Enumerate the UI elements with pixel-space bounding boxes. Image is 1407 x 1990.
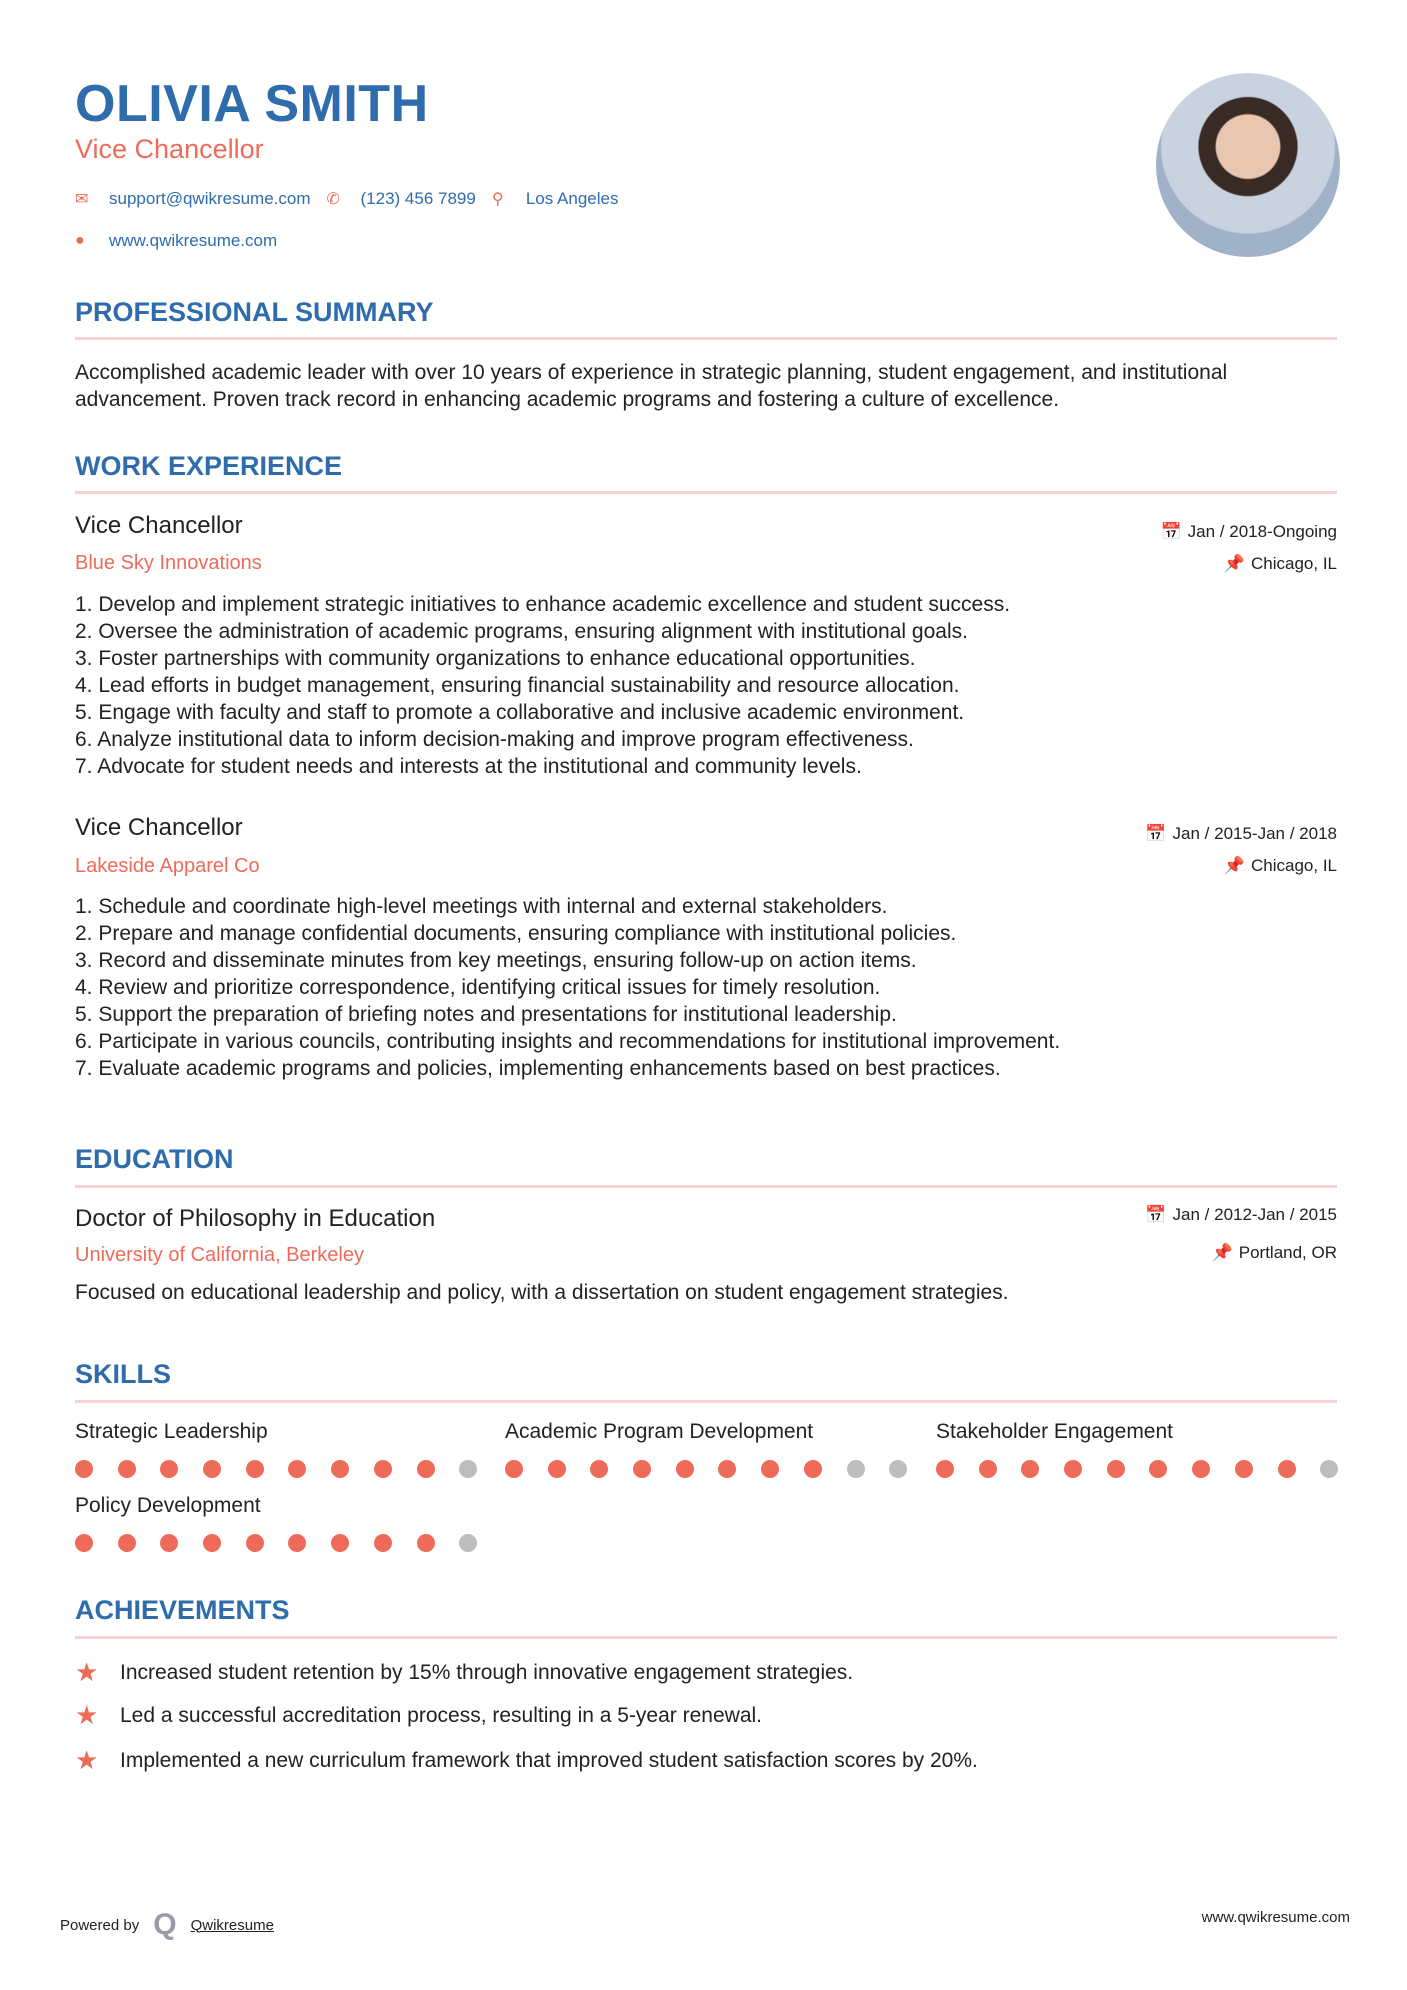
list-item: 6. Analyze institutional data to inform decision-making and improve program effectiveness. bbox=[75, 728, 914, 751]
globe-icon: ● bbox=[75, 232, 85, 249]
job-title: Vice Chancellor bbox=[75, 814, 243, 841]
calendar-icon: 📅 bbox=[1145, 1205, 1167, 1224]
rating-dot-filled bbox=[246, 1460, 264, 1478]
list-item: 7. Advocate for student needs and interests at the institutional and community levels. bbox=[75, 755, 862, 778]
rating-dot-filled bbox=[676, 1460, 694, 1478]
rating-dot-filled bbox=[288, 1460, 306, 1478]
list-item: 1. Schedule and coordinate high-level meetings with internal and external stakeholders. bbox=[75, 895, 888, 918]
education-dates: Jan / 2012-Jan / 2015 bbox=[1172, 1205, 1337, 1224]
job-dates: Jan / 2018-Ongoing bbox=[1187, 522, 1337, 541]
skill-name: Academic Program Development bbox=[505, 1420, 814, 1443]
summary-heading: PROFESSIONAL SUMMARY bbox=[75, 297, 434, 327]
location-text: Los Angeles bbox=[525, 189, 619, 208]
list-item: 6. Participate in various councils, contributing insights and recommendations for institutional improvement. bbox=[75, 1030, 1061, 1053]
rating-dot-filled bbox=[761, 1460, 779, 1478]
email-link[interactable]: support@qwikresume.com bbox=[109, 189, 311, 208]
rating-dot-filled bbox=[203, 1460, 221, 1478]
candidate-title: Vice Chancellor bbox=[75, 134, 264, 164]
achievement-item bbox=[75, 1745, 978, 1776]
achievements-heading: ACHIEVEMENTS bbox=[75, 1595, 290, 1625]
calendar-icon: 📅 bbox=[1160, 522, 1182, 541]
powered-by-label: Powered by bbox=[60, 1916, 140, 1934]
location-icon: ⚲ bbox=[491, 191, 504, 208]
rating-dot-filled bbox=[1064, 1460, 1082, 1478]
divider bbox=[75, 337, 1337, 340]
rating-dot-filled bbox=[331, 1460, 349, 1478]
skill-rating bbox=[75, 1460, 477, 1478]
rating-dot-filled bbox=[936, 1460, 954, 1478]
achievement-text: Implemented a new curriculum framework that improved student satisfaction scores by 20%. bbox=[120, 1748, 978, 1772]
job-location: Chicago, IL bbox=[1251, 554, 1337, 573]
phone-text: (123) 456 7899 bbox=[360, 189, 476, 208]
divider bbox=[75, 1636, 1337, 1639]
skill-name: Strategic Leadership bbox=[75, 1420, 268, 1443]
list-item: 4. Review and prioritize correspondence, identifying critical issues for timely resolution. bbox=[75, 976, 881, 999]
rating-dot-filled bbox=[246, 1534, 264, 1552]
email-icon: ✉ bbox=[75, 191, 89, 208]
rating-dot-filled bbox=[1192, 1460, 1210, 1478]
rating-dot-filled bbox=[1278, 1460, 1296, 1478]
skill-name: Stakeholder Engagement bbox=[936, 1420, 1173, 1443]
candidate-name: OLIVIA SMITH bbox=[75, 75, 429, 133]
rating-dot-filled bbox=[804, 1460, 822, 1478]
website-link[interactable]: www.qwikresume.com bbox=[109, 231, 278, 250]
rating-dot-empty bbox=[847, 1460, 865, 1478]
pin-icon: 📌 bbox=[1211, 1243, 1233, 1262]
job-dates: Jan / 2015-Jan / 2018 bbox=[1172, 824, 1337, 843]
skills-heading: SKILLS bbox=[75, 1359, 172, 1389]
rating-dot-empty bbox=[889, 1460, 907, 1478]
pin-icon: 📌 bbox=[1223, 554, 1245, 573]
skill-item bbox=[75, 1494, 477, 1552]
skill-item bbox=[505, 1420, 907, 1478]
education-description: Focused on educational leadership and policy, with a dissertation on student engagement strategies. bbox=[75, 1281, 1009, 1304]
rating-dot-filled bbox=[718, 1460, 736, 1478]
rating-dot-filled bbox=[374, 1534, 392, 1552]
company-name: Lakeside Apparel Co bbox=[75, 855, 260, 877]
list-item: 5. Support the preparation of briefing notes and presentations for institutional leadership. bbox=[75, 1003, 897, 1026]
rating-dot-filled bbox=[979, 1460, 997, 1478]
summary-text: Accomplished academic leader with over 10 years of experience in strategic planning, student engagement, and institutional advancement. Proven track record in enhancing academic programs and fostering a culture of excellence. bbox=[75, 361, 1228, 411]
degree: Doctor of Philosophy in Education bbox=[75, 1205, 436, 1232]
rating-dot-filled bbox=[75, 1534, 93, 1552]
rating-dot-filled bbox=[505, 1460, 523, 1478]
rating-dot-filled bbox=[1107, 1460, 1125, 1478]
list-item: 5. Engage with faculty and staff to promote a collaborative and inclusive academic environment. bbox=[75, 701, 965, 724]
list-item: 1. Develop and implement strategic initiatives to enhance academic excellence and student success. bbox=[75, 593, 1011, 616]
rating-dot-filled bbox=[118, 1534, 136, 1552]
achievement-text: Led a successful accreditation process, resulting in a 5-year renewal. bbox=[120, 1703, 762, 1727]
rating-dot-filled bbox=[417, 1460, 435, 1478]
education-heading: EDUCATION bbox=[75, 1144, 234, 1174]
rating-dot-empty bbox=[459, 1460, 477, 1478]
achievement-text: Increased student retention by 15% through innovative engagement strategies. bbox=[120, 1660, 854, 1684]
job-duties bbox=[75, 893, 1060, 1082]
calendar-icon: 📅 bbox=[1145, 824, 1167, 843]
rating-dot-filled bbox=[1149, 1460, 1167, 1478]
rating-dot-filled bbox=[75, 1460, 93, 1478]
skill-rating bbox=[936, 1460, 1338, 1478]
job-location: Chicago, IL bbox=[1251, 856, 1337, 875]
company-name: Blue Sky Innovations bbox=[75, 552, 262, 574]
rating-dot-filled bbox=[633, 1460, 651, 1478]
rating-dot-filled bbox=[118, 1460, 136, 1478]
divider bbox=[75, 1400, 1337, 1403]
rating-dot-empty bbox=[459, 1534, 477, 1552]
star-icon: ★ bbox=[75, 1657, 99, 1687]
divider bbox=[75, 1185, 1337, 1188]
skill-rating bbox=[75, 1534, 477, 1552]
rating-dot-empty bbox=[1320, 1460, 1338, 1478]
education-location: Portland, OR bbox=[1238, 1243, 1337, 1262]
contact-row bbox=[75, 189, 618, 209]
star-icon: ★ bbox=[75, 1700, 99, 1730]
qwikresume-logo-icon: Q bbox=[153, 1908, 177, 1941]
list-item: 2. Oversee the administration of academic programs, ensuring alignment with institutional goals. bbox=[75, 620, 968, 643]
list-item: 7. Evaluate academic programs and policies, implementing enhancements based on best practices. bbox=[75, 1057, 1001, 1080]
rating-dot-filled bbox=[1235, 1460, 1253, 1478]
pin-icon: 📌 bbox=[1223, 856, 1245, 875]
star-icon: ★ bbox=[75, 1745, 99, 1775]
list-item: 3. Record and disseminate minutes from key meetings, ensuring follow-up on action items. bbox=[75, 949, 917, 972]
rating-dot-filled bbox=[160, 1460, 178, 1478]
work-heading: WORK EXPERIENCE bbox=[75, 451, 343, 481]
achievement-item bbox=[75, 1700, 762, 1731]
rating-dot-filled bbox=[374, 1460, 392, 1478]
school-name: University of California, Berkeley bbox=[75, 1244, 364, 1266]
rating-dot-filled bbox=[288, 1534, 306, 1552]
rating-dot-filled bbox=[548, 1460, 566, 1478]
divider bbox=[75, 491, 1337, 494]
rating-dot-filled bbox=[1021, 1460, 1039, 1478]
rating-dot-filled bbox=[417, 1534, 435, 1552]
brand-link[interactable]: Qwikresume bbox=[190, 1916, 274, 1934]
skill-item bbox=[936, 1420, 1338, 1478]
list-item: 2. Prepare and manage confidential documents, ensuring compliance with institutional policies. bbox=[75, 922, 957, 945]
skill-rating bbox=[505, 1460, 907, 1478]
skill-name: Policy Development bbox=[75, 1494, 261, 1517]
job-duties bbox=[75, 591, 1010, 780]
rating-dot-filled bbox=[590, 1460, 608, 1478]
footer-powered-by bbox=[60, 1908, 274, 1942]
job-title: Vice Chancellor bbox=[75, 512, 243, 539]
profile-photo bbox=[1156, 73, 1340, 257]
phone-icon: ✆ bbox=[326, 191, 340, 208]
rating-dot-filled bbox=[203, 1534, 221, 1552]
skill-item bbox=[75, 1420, 477, 1478]
achievement-item bbox=[75, 1657, 853, 1688]
rating-dot-filled bbox=[331, 1534, 349, 1552]
list-item: 3. Foster partnerships with community organizations to enhance educational opportunities. bbox=[75, 647, 916, 670]
rating-dot-filled bbox=[160, 1534, 178, 1552]
list-item: 4. Lead efforts in budget management, ensuring financial sustainability and resource allocation. bbox=[75, 674, 960, 697]
footer-website-link[interactable]: www.qwikresume.com bbox=[1201, 1909, 1350, 1926]
